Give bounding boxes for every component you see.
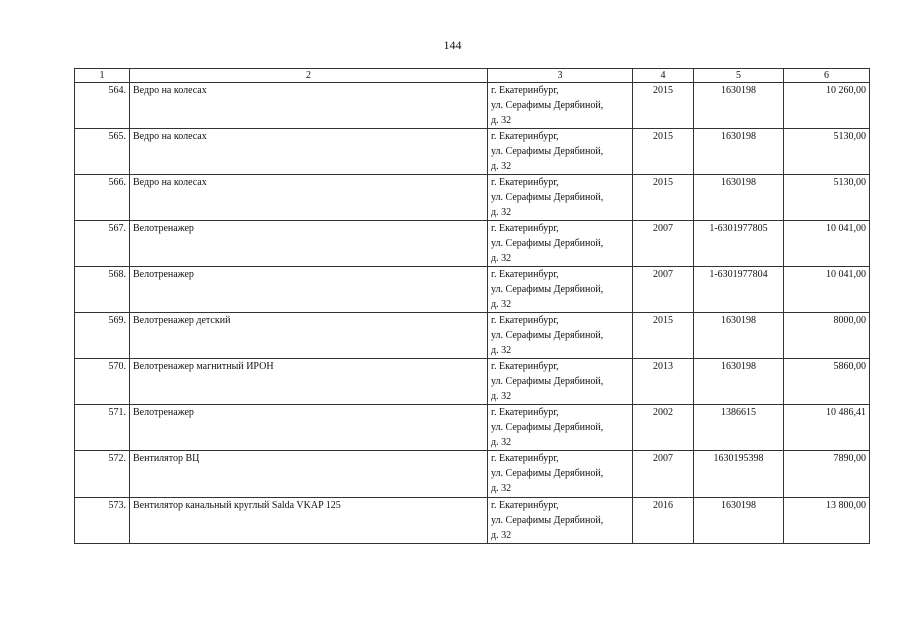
cost-cell: 8000,00 [784, 313, 870, 359]
address-cell: г. Екатеринбург, ул. Серафимы Дерябиной, д. 32 [488, 129, 633, 175]
item-name-cell: Вентилятор ВЦ [130, 451, 488, 498]
inventory-number-cell: 1630198 [694, 498, 784, 544]
cost-cell: 10 486,41 [784, 405, 870, 451]
address-cell: г. Екатеринбург, ул. Серафимы Дерябиной, д. 32 [488, 405, 633, 451]
cost-cell: 5860,00 [784, 359, 870, 405]
inventory-number-cell: 1386615 [694, 405, 784, 451]
table-row [75, 129, 870, 175]
inventory-number-cell: 1630198 [694, 83, 784, 129]
table-row [75, 175, 870, 221]
table-row [75, 451, 870, 498]
column-header-1: 1 [75, 69, 130, 83]
year-cell: 2013 [633, 359, 694, 405]
address-cell: г. Екатеринбург, ул. Серафимы Дерябиной, д. 32 [488, 498, 633, 544]
inventory-number-cell: 1630198 [694, 313, 784, 359]
column-header-5: 5 [694, 69, 784, 83]
row-number-cell: 573. [75, 498, 130, 544]
table-row [75, 498, 870, 544]
table-row [75, 267, 870, 313]
year-cell: 2015 [633, 175, 694, 221]
item-name-cell: Ведро на колесах [130, 175, 488, 221]
year-cell: 2016 [633, 498, 694, 544]
year-cell: 2007 [633, 451, 694, 498]
year-cell: 2015 [633, 313, 694, 359]
table-body [75, 83, 870, 544]
item-name-cell: Вентилятор канальный круглый Salda VKAP 125 [130, 498, 488, 544]
cost-cell: 13 800,00 [784, 498, 870, 544]
column-header-2: 2 [130, 69, 488, 83]
table-row [75, 313, 870, 359]
row-number-cell: 564. [75, 83, 130, 129]
inventory-number-cell: 1630198 [694, 129, 784, 175]
cost-cell: 7890,00 [784, 451, 870, 498]
column-header-4: 4 [633, 69, 694, 83]
page-number: 144 [443, 38, 462, 52]
inventory-number-cell: 1630198 [694, 359, 784, 405]
address-cell: г. Екатеринбург, ул. Серафимы Дерябиной, д. 32 [488, 359, 633, 405]
row-number-cell: 572. [75, 451, 130, 498]
year-cell: 2007 [633, 267, 694, 313]
year-cell: 2015 [633, 83, 694, 129]
inventory-number-cell: 1630198 [694, 175, 784, 221]
cost-cell: 5130,00 [784, 129, 870, 175]
row-number-cell: 570. [75, 359, 130, 405]
year-cell: 2002 [633, 405, 694, 451]
row-number-cell: 565. [75, 129, 130, 175]
item-name-cell: Велотренажер [130, 405, 488, 451]
property-table [74, 68, 870, 544]
address-cell: г. Екатеринбург, ул. Серафимы Дерябиной, д. 32 [488, 313, 633, 359]
row-number-cell: 568. [75, 267, 130, 313]
row-number-cell: 567. [75, 221, 130, 267]
column-header-3: 3 [488, 69, 633, 83]
table-row [75, 83, 870, 129]
inventory-number-cell: 1630195398 [694, 451, 784, 498]
cost-cell: 10 041,00 [784, 221, 870, 267]
column-header-6: 6 [784, 69, 870, 83]
item-name-cell: Велотренажер [130, 267, 488, 313]
table-row [75, 221, 870, 267]
cost-cell: 5130,00 [784, 175, 870, 221]
item-name-cell: Велотренажер [130, 221, 488, 267]
inventory-number-cell: 1-6301977804 [694, 267, 784, 313]
row-number-cell: 569. [75, 313, 130, 359]
cost-cell: 10 260,00 [784, 83, 870, 129]
year-cell: 2015 [633, 129, 694, 175]
address-cell: г. Екатеринбург, ул. Серафимы Дерябиной, д. 32 [488, 267, 633, 313]
address-cell: г. Екатеринбург, ул. Серафимы Дерябиной, д. 32 [488, 221, 633, 267]
item-name-cell: Велотренажер детский [130, 313, 488, 359]
column-number-row [75, 69, 870, 83]
table-row [75, 405, 870, 451]
address-cell: г. Екатеринбург, ул. Серафимы Дерябиной, д. 32 [488, 451, 633, 498]
address-cell: г. Екатеринбург, ул. Серафимы Дерябиной, д. 32 [488, 175, 633, 221]
year-cell: 2007 [633, 221, 694, 267]
address-cell: г. Екатеринбург, ул. Серафимы Дерябиной, д. 32 [488, 83, 633, 129]
cost-cell: 10 041,00 [784, 267, 870, 313]
item-name-cell: Ведро на колесах [130, 129, 488, 175]
inventory-number-cell: 1-6301977805 [694, 221, 784, 267]
row-number-cell: 571. [75, 405, 130, 451]
row-number-cell: 566. [75, 175, 130, 221]
item-name-cell: Велотренажер магнитный ИРОН [130, 359, 488, 405]
table-row [75, 359, 870, 405]
item-name-cell: Ведро на колесах [130, 83, 488, 129]
